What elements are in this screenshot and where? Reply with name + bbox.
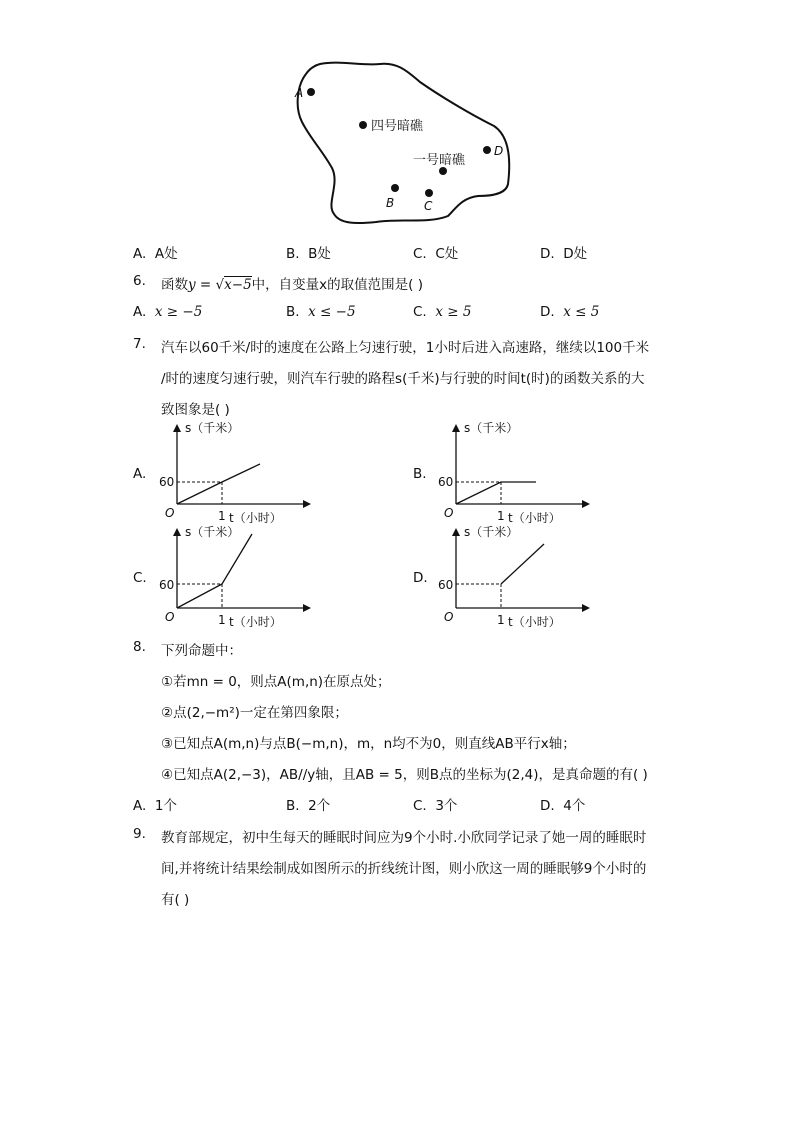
- y-tick-label: 60: [438, 578, 454, 592]
- q9-number: 9.: [133, 826, 146, 842]
- option-text: 3个: [435, 798, 458, 814]
- island-outline: [298, 63, 510, 223]
- graph-line: [501, 544, 544, 584]
- q5-option-a[interactable]: [133, 242, 178, 262]
- q7-graph-a-letter[interactable]: A.: [133, 466, 147, 482]
- q6-text-after: 中，自变量x的取值范围是( ): [251, 277, 423, 293]
- q6-text-before: 函数: [161, 277, 188, 293]
- graph-line: [456, 482, 536, 504]
- q5-option-b[interactable]: [286, 242, 331, 262]
- point-c-dot: [425, 189, 433, 197]
- q6-option-c[interactable]: [413, 304, 471, 320]
- point-d-label: D: [494, 144, 504, 158]
- y-tick-label: 60: [159, 578, 175, 592]
- point-b-label: B: [386, 196, 395, 210]
- q9-line-1: 教育部规定，初中生每天的睡眠时间应为9个小时.小欣同学记录了她一周的睡眠时: [161, 830, 647, 846]
- q6-option-b[interactable]: [286, 304, 356, 320]
- point-4-reef-label: 四号暗礁: [371, 119, 424, 134]
- q8-item-4: ④已知点A(2,−3)，AB//y轴，且AB = 5，则B点的坐标为(2,4)，是真命题的有( ): [161, 767, 648, 783]
- q9-line-2: 间,并将统计结果绘制成如图所示的折线统计图，则小欣这一周的睡眠够9个小时的: [161, 861, 647, 877]
- option-letter: A.: [133, 798, 147, 814]
- option-text: C处: [435, 246, 459, 262]
- option-text: x ≥ −5: [154, 304, 203, 320]
- graph-line: [177, 534, 252, 608]
- y-axis-label: s（千米）: [185, 421, 240, 435]
- q8-item-3: ③已知点A(m,n)与点B(−m,n)，m，n均不为0，则直线AB平行x轴；: [161, 736, 576, 752]
- y-axis-arrow: [452, 424, 460, 432]
- option-text: x ≤ −5: [308, 304, 356, 320]
- q8-item-1: ①若mn = 0，则点A(m,n)在原点处；: [161, 674, 391, 690]
- q5-option-c[interactable]: [413, 242, 458, 262]
- x-tick-label: 1: [497, 509, 505, 523]
- x-tick-label: 1: [497, 613, 505, 627]
- option-letter: C.: [413, 798, 427, 814]
- q7-line-3: 致图象是( ): [161, 402, 230, 418]
- island-map-figure: [280, 58, 520, 230]
- x-axis-arrow: [303, 604, 311, 612]
- q7-graph-b-letter[interactable]: B.: [413, 466, 427, 482]
- q7-graph-c-letter[interactable]: C.: [133, 570, 147, 586]
- option-text: B处: [308, 246, 331, 262]
- x-axis-arrow: [582, 500, 590, 508]
- option-text: x ≥ 5: [435, 304, 472, 320]
- origin-label: O: [165, 506, 175, 520]
- option-text: 2个: [308, 798, 331, 814]
- q7-line-2: /时的速度匀速行驶，则汽车行驶的路程s(千米)与行驶的时间t(时)的函数关系的大: [161, 371, 645, 387]
- option-letter: B.: [286, 304, 300, 320]
- x-axis-label: t（小时）: [229, 615, 282, 629]
- origin-label: O: [165, 610, 175, 624]
- q5-option-d[interactable]: [540, 242, 587, 262]
- q7-graph-d: [434, 522, 594, 632]
- y-axis-label: s（千米）: [185, 525, 240, 539]
- option-letter: D.: [540, 798, 555, 814]
- option-letter: D.: [540, 304, 555, 320]
- q8-item-2: ②点(2,−m²)一定在第四象限；: [161, 705, 348, 721]
- y-axis-label: s（千米）: [464, 525, 519, 539]
- option-letter: D.: [540, 246, 555, 262]
- x-axis-arrow: [303, 500, 311, 508]
- y-axis-label: s（千米）: [464, 421, 519, 435]
- q6-number: 6.: [133, 273, 146, 289]
- q7-graph-c: [155, 522, 315, 632]
- q9-line-3: 有( ): [161, 892, 190, 908]
- q8-number: 8.: [133, 639, 146, 655]
- y-axis-arrow: [173, 528, 181, 536]
- option-text: 1个: [154, 798, 177, 814]
- q8-option-a[interactable]: [133, 794, 177, 814]
- q6-sqrt-sign: √: [215, 277, 225, 293]
- y-axis-arrow: [452, 528, 460, 536]
- q8-option-b[interactable]: [286, 794, 330, 814]
- point-1-reef-label: 一号暗礁: [413, 153, 466, 168]
- option-text: 4个: [563, 798, 586, 814]
- x-axis-label: t（小时）: [229, 511, 282, 525]
- q6-radicand: x−5: [224, 277, 252, 293]
- option-letter: C.: [413, 304, 427, 320]
- y-tick-label: 60: [438, 475, 454, 489]
- y-tick-label: 60: [159, 475, 175, 489]
- origin-label: O: [444, 506, 454, 520]
- point-4-reef-dot: [359, 121, 367, 129]
- q6-func: y =: [188, 277, 216, 293]
- option-letter: B.: [286, 246, 300, 262]
- q6-option-d[interactable]: [540, 304, 599, 320]
- y-axis-arrow: [173, 424, 181, 432]
- option-letter: A.: [133, 304, 147, 320]
- q7-graph-a: [155, 418, 315, 528]
- x-axis-label: t（小时）: [508, 511, 561, 525]
- point-b-dot: [391, 184, 399, 192]
- x-tick-label: 1: [218, 613, 226, 627]
- origin-label: O: [444, 610, 454, 624]
- option-letter: A.: [133, 246, 147, 262]
- option-letter: B.: [286, 798, 300, 814]
- q8-option-c[interactable]: [413, 794, 457, 814]
- q7-line-1: 汽车以60千米/时的速度在公路上匀速行驶，1小时后进入高速路，继续以100千米: [161, 340, 650, 356]
- option-letter: C.: [413, 246, 427, 262]
- option-text: D处: [563, 246, 588, 262]
- q7-graph-d-letter[interactable]: D.: [413, 570, 428, 586]
- option-text: A处: [154, 246, 178, 262]
- q7-graph-b: [434, 418, 594, 528]
- point-c-label: C: [424, 199, 433, 213]
- x-tick-label: 1: [218, 509, 226, 523]
- q7-number: 7.: [133, 336, 146, 352]
- point-1-reef-dot: [439, 167, 447, 175]
- q8-option-d[interactable]: [540, 794, 585, 814]
- point-d-dot: [483, 146, 491, 154]
- point-a-label: A: [295, 86, 304, 100]
- q6-option-a[interactable]: [133, 304, 202, 320]
- graph-line: [177, 464, 260, 504]
- point-a-dot: [307, 88, 315, 96]
- x-axis-label: t（小时）: [508, 615, 561, 629]
- q8-intro: 下列命题中：: [161, 643, 242, 659]
- x-axis-arrow: [582, 604, 590, 612]
- option-text: x ≤ 5: [563, 304, 600, 320]
- q6-stem: [161, 273, 423, 293]
